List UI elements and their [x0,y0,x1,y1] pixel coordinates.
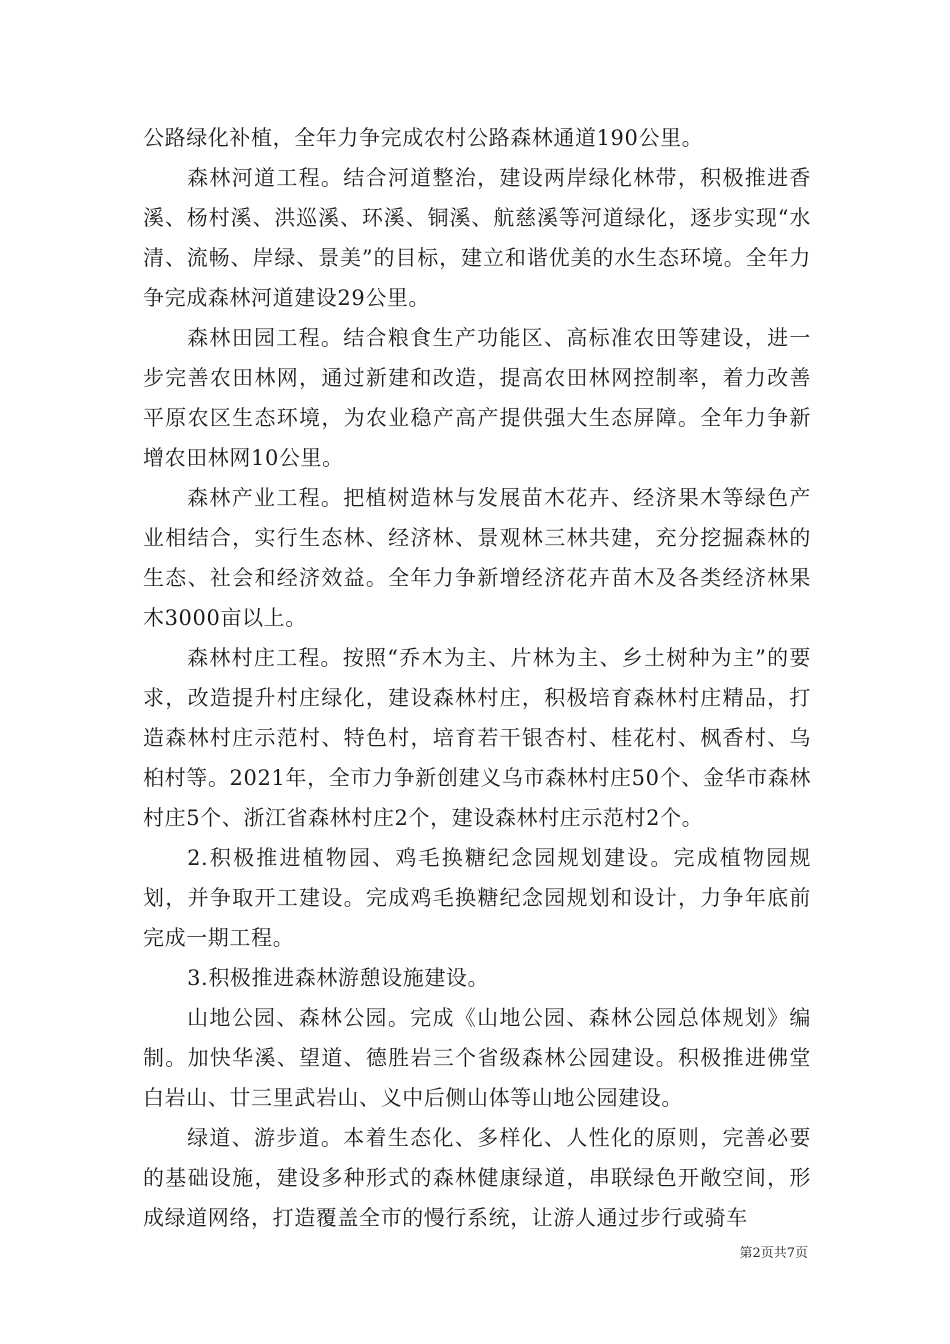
paragraph-1: 公路绿化补植，全年力争完成农村公路森林通道190公里。 [143,126,704,150]
paragraph-4: 森林产业工程。把植树造林与发展苗木花卉、经济果木等绿色产业相结合，实行生态林、经济林、景观林三林共建，充分挖掘森林的生态、社会和经济效益。全年力争新增经济花卉苗木及各类经济林果木3000亩以上。 [143,486,811,630]
paragraph-3: 森林田园工程。结合粮食生产功能区、高标准农田等建设，进一步完善农田林网，通过新建和改造，提高农田林网控制率，着力改善平原农区生态环境，为农业稳产高产提供强大生态屏障。全年力争新增农田林网10公里。 [143,326,811,470]
document-body [143,118,811,1238]
paragraph-6: 2.积极推进植物园、鸡毛换糖纪念园规划建设。完成植物园规划，并争取开工建设。完成鸡毛换糖纪念园规划和设计，力争年底前完成一期工程。 [143,846,811,950]
paragraph-8: 山地公园、森林公园。完成《山地公园、森林公园总体规划》编制。加快华溪、望道、德胜岩三个省级森林公园建设。积极推进佛堂白岩山、廿三里武岩山、义中后侧山体等山地公园建设。 [143,1006,811,1110]
paragraph-9: 绿道、游步道。本着生态化、多样化、人性化的原则，完善必要的基础设施，建设多种形式的森林健康绿道，串联绿色开敞空间，形成绿道网络，打造覆盖全市的慢行系统，让游人通过步行或骑车 [143,1126,811,1230]
paragraph-5: 森林村庄工程。按照“乔木为主、片林为主、乡土树种为主”的要求，改造提升村庄绿化，建设森林村庄，积极培育森林村庄精品，打造森林村庄示范村、特色村，培育若干银杏村、桂花村、枫香村、乌桕村等。2021年，全市力争新创建义乌市森林村庄50个、金华市森林村庄5个、浙江省森林村庄2个，建设森林村庄示范村2个。 [143,646,811,830]
page-number-footer: 第2页共7页 [739,1246,808,1261]
paragraph-2: 森林河道工程。结合河道整治，建设两岸绿化林带，积极推进香溪、杨村溪、洪巡溪、环溪、铜溪、航慈溪等河道绿化，逐步实现“水清、流畅、岸绿、景美”的目标，建立和谐优美的水生态环境。全年力争完成森林河道建设29公里。 [143,166,811,310]
paragraph-7: 3.积极推进森林游憩设施建设。 [187,966,490,990]
